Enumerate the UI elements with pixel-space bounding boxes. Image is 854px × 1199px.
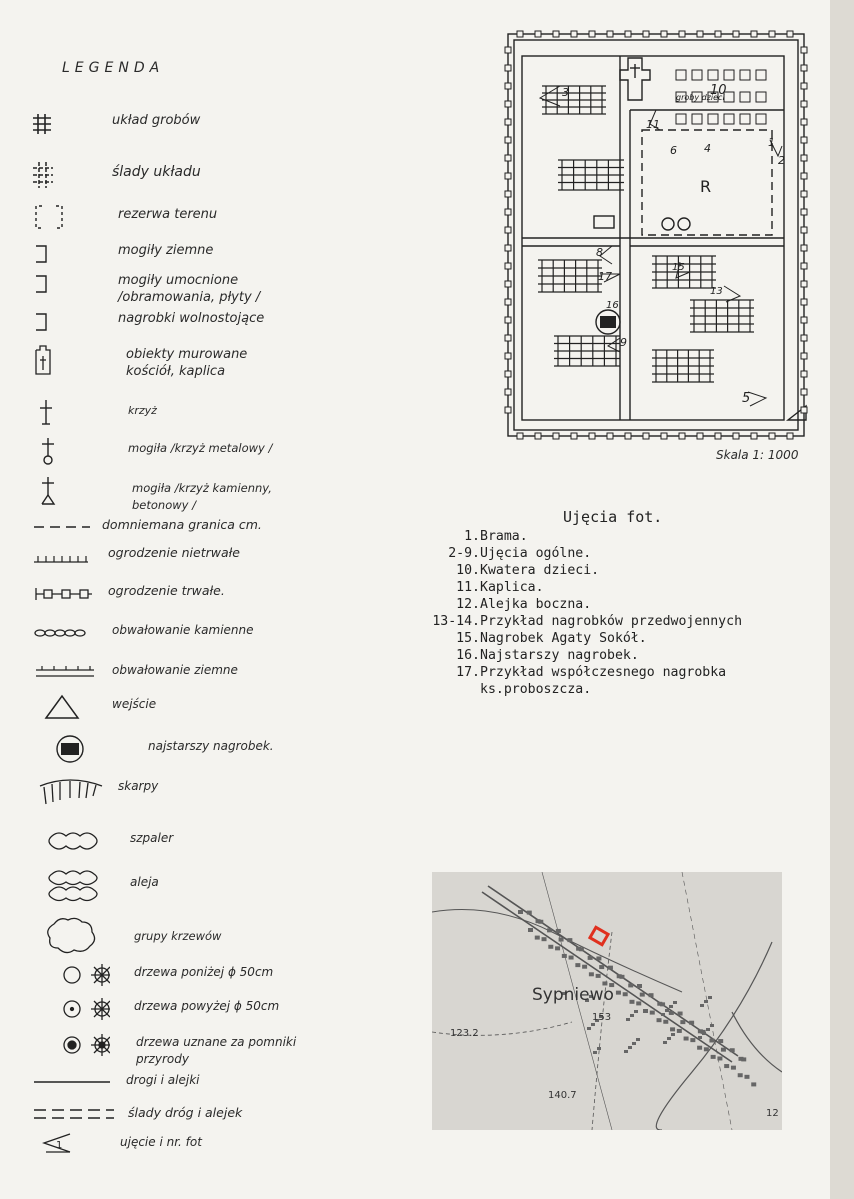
dashed-line-icon bbox=[30, 512, 100, 542]
shrub-icon bbox=[30, 914, 110, 954]
photo-item: 13-14.Przykład nagrobków przedwojennych bbox=[432, 614, 743, 629]
legend-item-temp-fence bbox=[30, 540, 350, 570]
legend-label: obiekty murowane kościół, kaplica bbox=[126, 347, 248, 379]
dashed-bracket-icon bbox=[30, 202, 100, 232]
legend-label: skarpy bbox=[118, 779, 159, 793]
legend-label: aleja bbox=[130, 875, 159, 889]
plan-label-17: 17 bbox=[598, 270, 612, 283]
town-label: Sypniewo bbox=[532, 985, 614, 1005]
legend-label: obwałowanie kamienne bbox=[112, 623, 254, 637]
plan-label-6: 6 bbox=[670, 144, 677, 157]
tree-monument-icon bbox=[30, 1030, 110, 1060]
stone-cross-icon bbox=[30, 476, 100, 506]
legend-label: drzewa uznane za pomniki przyrody bbox=[136, 1035, 297, 1066]
plan-label-4: 4 bbox=[704, 142, 711, 155]
broken-grid-icon bbox=[30, 160, 100, 190]
plan-label-5: 5 bbox=[742, 391, 751, 406]
photo-item: 11.Kaplica. bbox=[456, 580, 544, 595]
legend-label: ogrodzenie trwałe. bbox=[108, 583, 225, 598]
triangle-icon bbox=[30, 692, 100, 722]
chapel-icon bbox=[30, 342, 100, 378]
legend-label: drzewa poniżej ϕ 50cm bbox=[134, 965, 274, 979]
location-map bbox=[432, 872, 782, 1130]
height-label: 140.7 bbox=[548, 1090, 577, 1101]
legend-label: grupy krzewów bbox=[134, 929, 222, 943]
legend-label: obwałowanie ziemne bbox=[112, 663, 238, 677]
legend-label: krzyż bbox=[128, 404, 157, 417]
legend-item-presumed-border bbox=[30, 512, 350, 542]
legend-label: ogrodzenie nietrwałe bbox=[108, 545, 240, 560]
legend-label: szpaler bbox=[130, 831, 174, 845]
legend-item-trees-small bbox=[30, 960, 350, 990]
photo-item: 16.Najstarszy nagrobek. bbox=[456, 648, 639, 663]
legend-item-earth-graves bbox=[30, 238, 350, 268]
legend-label: drzewa powyżej ϕ 50cm bbox=[134, 999, 280, 1013]
legend-label: ślady układu bbox=[112, 164, 201, 180]
legend-item-metal-cross bbox=[30, 436, 350, 466]
cemetery-plan bbox=[500, 20, 820, 460]
photos-title: Ujęcia fot. bbox=[563, 508, 663, 526]
legend-label: ślady dróg i alejek bbox=[128, 1105, 243, 1120]
legend-item-slopes bbox=[30, 774, 350, 804]
plan-label-9: 9 bbox=[620, 336, 627, 349]
plan-label-8: 8 bbox=[596, 246, 603, 259]
bracket-icon bbox=[30, 268, 100, 298]
legend-item-grave-layout bbox=[30, 108, 350, 138]
slope-icon bbox=[30, 774, 110, 814]
photo-item: 10.Kwatera dzieci. bbox=[456, 563, 600, 578]
solid-fence-icon bbox=[30, 578, 100, 608]
legend-label: rezerwa terenu bbox=[118, 207, 218, 222]
cross-icon bbox=[30, 398, 100, 428]
fence-icon bbox=[30, 540, 100, 570]
bracket-icon bbox=[30, 238, 100, 268]
legend-item-trees-large bbox=[30, 994, 350, 1024]
stone-bank-icon bbox=[30, 618, 100, 648]
legend-label: mogiła /krzyż metalowy / bbox=[128, 441, 273, 455]
plan-label-10: 10 bbox=[710, 83, 727, 98]
legend-item-entrance bbox=[30, 692, 350, 722]
photo-item: 15.Nagrobek Agaty Sokół. bbox=[456, 631, 647, 646]
legend-item-earth-bank bbox=[30, 658, 350, 688]
photo-item: 12.Alejka boczna. bbox=[456, 597, 592, 612]
legend-item-reinforced-graves bbox=[30, 268, 350, 305]
legend-title: LEGENDA bbox=[62, 60, 165, 76]
page-edge bbox=[830, 0, 854, 1199]
legend-item-reserve bbox=[30, 202, 350, 232]
alley-icon bbox=[30, 864, 110, 904]
legend-label: mogiły ziemne bbox=[118, 243, 214, 258]
legend-label: najstarszy nagrobek. bbox=[148, 739, 274, 753]
legend-item-shrubs bbox=[30, 914, 350, 944]
map-edge-label: 12 bbox=[766, 1108, 779, 1119]
legend-label: mogiła /krzyż kamienny, betonowy / bbox=[132, 481, 272, 512]
earth-bank-icon bbox=[30, 658, 100, 688]
legend-label: mogiły umocnione /obramowania, płyty / bbox=[118, 273, 261, 305]
legend-item-stone-bank bbox=[30, 618, 350, 648]
photo-item: 1.Brama. bbox=[464, 529, 528, 544]
legend-item-roads bbox=[30, 1068, 350, 1098]
legend-item-standing-tombstones bbox=[30, 306, 350, 336]
legend-label: domniemana granica cm. bbox=[102, 517, 262, 532]
plan-label-13: 13 bbox=[710, 286, 723, 297]
svg-text:1: 1 bbox=[56, 1140, 63, 1151]
height-label: 153 bbox=[592, 1012, 612, 1023]
legend-label: ujęcie i nr. fot bbox=[120, 1135, 202, 1149]
legend-label: wejście bbox=[112, 697, 157, 711]
plan-label-1: 1 bbox=[768, 136, 775, 149]
legend-item-oldest-grave bbox=[30, 734, 350, 764]
legend-item-alley bbox=[30, 864, 350, 894]
children-graves-label: groby dzieci bbox=[676, 93, 725, 102]
oldest-grave-icon bbox=[30, 734, 100, 764]
plan-label-2: 2 bbox=[778, 154, 785, 167]
plan-label-reserve: R bbox=[700, 177, 712, 196]
hedge-icon bbox=[30, 826, 110, 856]
road-trace-icon bbox=[30, 1100, 120, 1130]
plan-label-15: 15 bbox=[672, 262, 685, 273]
road-icon bbox=[30, 1068, 120, 1098]
legend-item-masonry bbox=[30, 342, 350, 379]
height-label: 123.2 bbox=[450, 1028, 479, 1039]
bracket-icon bbox=[30, 306, 100, 336]
legend-item-permanent-fence bbox=[30, 578, 350, 608]
legend-item-road-traces bbox=[30, 1100, 350, 1130]
legend-item-cross bbox=[30, 398, 350, 428]
metal-cross-icon bbox=[30, 436, 100, 466]
legend-label: układ grobów bbox=[112, 113, 201, 128]
photo-item: ks.proboszcza. bbox=[480, 682, 592, 697]
photo-item: 2-9.Ujęcia ogólne. bbox=[448, 546, 592, 561]
legend-item-trees-monument bbox=[30, 1030, 350, 1066]
legend-item-stone-cross bbox=[30, 476, 350, 512]
scale-label: Skala 1: 1000 bbox=[716, 448, 799, 462]
tree-large-icon bbox=[30, 994, 110, 1024]
grid-icon bbox=[30, 108, 100, 138]
legend-label: drogi i alejki bbox=[126, 1073, 200, 1087]
legend-item-photo-view bbox=[30, 1130, 350, 1160]
plan-label-11: 11 bbox=[646, 118, 660, 131]
legend-item-hedge bbox=[30, 826, 350, 856]
plan-label-16: 16 bbox=[606, 300, 619, 311]
photo-item: 17.Przykład współczesnego nagrobka bbox=[456, 665, 727, 680]
legend-label: nagrobki wolnostojące bbox=[118, 311, 265, 326]
photo-view-icon bbox=[30, 1130, 120, 1160]
legend-item-layout-traces bbox=[30, 160, 350, 190]
tree-small-icon bbox=[30, 960, 110, 990]
plan-label-3: 3 bbox=[562, 86, 569, 99]
